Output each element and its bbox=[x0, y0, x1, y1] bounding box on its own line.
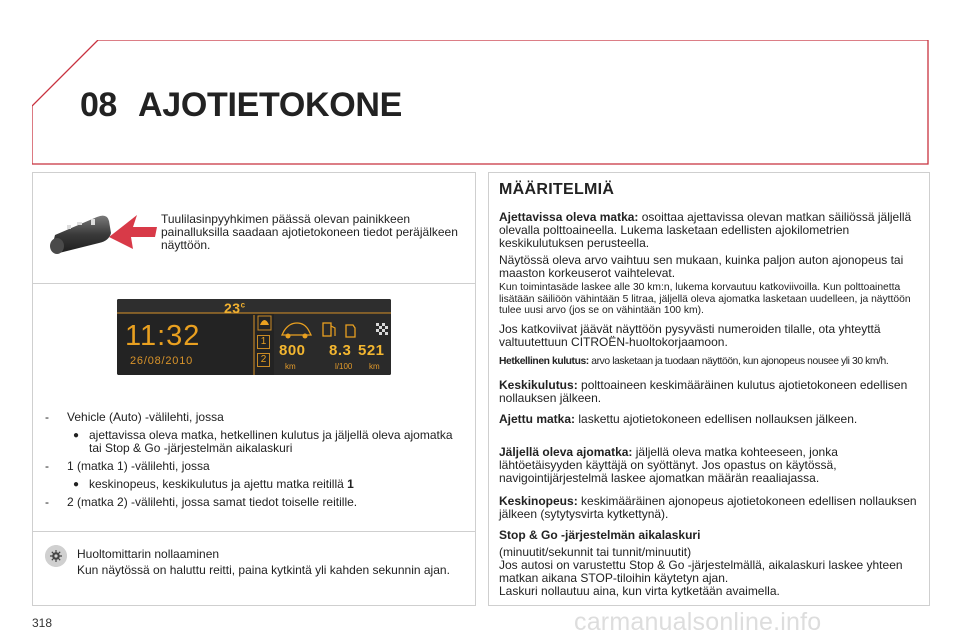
definition-average-consumption: Keskikulutus: polttoaineen keskimääräinen kulutus ajotietokoneen edellisen nollauksen jälkeen. bbox=[499, 378, 908, 405]
definition-range: Ajettavissa oleva matka: osoittaa ajettavissa olevan matkan säiliössä jäljellä olevalla polttoaineella. Lukema lasketaan edellisten ajokilometrien keskikulutuksen perusteella. bbox=[499, 210, 912, 250]
reset-text: Kun näytössä on haluttu reitti, paina kytkintä yli kahden sekunnin ajan. bbox=[77, 563, 450, 577]
display-value-consumption: 8.3 bbox=[329, 342, 352, 359]
list-item: - 2 (matka 2) -välilehti, jossa samat tiedot toiselle reitille. bbox=[45, 495, 358, 509]
definition-stop-go-text: (minuutit/sekunnit tai tunnit/minuutit) Jos autosi on varustettu Stop & Go -järjestelmällä, aikalaskuri laskee yhteen matkan aikana STOP-tiloihin käytetyn ajan. Laskuri nollautuu aina, kun virta kytketään avaimella. bbox=[499, 545, 903, 598]
display-tab-1: 1 bbox=[257, 335, 270, 349]
definitions-title: MÄÄRITELMIÄ bbox=[499, 181, 615, 198]
definition-distance-remaining: Jäljellä oleva ajomatka: jäljellä oleva matka kohteeseen, jonka lähtöetäisyyden käyttäjä on syöttänyt. Jos opastus on käytössä, navigointijärjestelmä laskee ajomatkan määrän reaaliajassa. bbox=[499, 445, 838, 485]
stalk-instruction-text: Tuulilasinpyyhkimen päässä olevan painikkeen painalluksilla saadaan ajotietokoneen tiedot peräjälkeen näyttöön. bbox=[161, 212, 458, 252]
list-item: - 1 (matka 1) -välilehti, jossa bbox=[45, 459, 210, 473]
list-item: - Vehicle (Auto) -välilehti, jossa bbox=[45, 410, 224, 424]
chapter-number: 08 bbox=[80, 86, 117, 124]
tab-description-list bbox=[45, 411, 465, 514]
trip-computer-display bbox=[117, 299, 391, 375]
left-divider-bottom bbox=[33, 531, 475, 532]
right-panel bbox=[488, 172, 930, 606]
page-number: 318 bbox=[32, 616, 53, 630]
definition-instant-consumption: Hetkellinen kulutus: arvo lasketaan ja tuodaan näyttöön, kun ajonopeus nousee yli 30 km/h. bbox=[499, 356, 889, 367]
definition-range-service: Jos katkoviivat jäävät näyttöön pysyvästi numeroiden tilalle, ota yhteyttä valtuutettuun CITROËN-huoltokorjaamoon. bbox=[499, 322, 881, 349]
left-panel bbox=[32, 172, 476, 606]
watermark: carmanualsonline.info bbox=[574, 608, 822, 636]
definition-distance-travelled: Ajettu matka: laskettu ajotietokoneen edellisen nollauksen jälkeen. bbox=[499, 412, 858, 426]
reset-title: Huoltomittarin nollaaminen bbox=[77, 547, 220, 561]
display-unit-range: km bbox=[285, 362, 296, 371]
display-temperature: 23$^c$ bbox=[224, 300, 246, 316]
definition-average-speed: Keskinopeus: keskimääräinen ajonopeus ajotietokoneen edellisen nollauksen jälkeen (sytytysvirta kytkettynä). bbox=[499, 494, 917, 521]
display-time: 11:32 bbox=[125, 320, 201, 352]
display-value-range: 800 bbox=[279, 342, 306, 359]
definition-range-note: Näytössä oleva arvo vaihtuu sen mukaan, kuinka paljon auton ajonopeus tai maaston korkeuserot vaihtelevat. bbox=[499, 253, 904, 280]
wiper-stalk-icon bbox=[47, 197, 159, 259]
left-divider bbox=[33, 283, 475, 284]
chapter-title: AJOTIETOKONE bbox=[138, 86, 403, 124]
definition-range-dashes: Kun toimintasäde laskee alle 30 km:n, lukema korvautuu katkoviivoilla. Kun polttoainetta lisätään säiliöön vähintään 5 litraa, jäljellä oleva ajomatka lasketaan uudelleen, ja näyttöön tulee uusi arvo (jos se on vähintään 100 km). bbox=[499, 282, 911, 316]
display-unit-consumption: l/100 bbox=[335, 362, 353, 371]
gear-icon bbox=[45, 545, 67, 567]
display-tab-2: 2 bbox=[257, 353, 270, 367]
list-item: ● ajettavissa oleva matka, hetkellinen kulutus ja jäljellä oleva ajomatka tai Stop & Go -järjestelmän aikalaskuri bbox=[73, 428, 453, 455]
list-item: ● keskinopeus, keskikulutus ja ajettu matka reitillä 1 bbox=[73, 477, 354, 491]
display-date: 26/08/2010 bbox=[130, 355, 194, 367]
display-value-remaining: 521 bbox=[358, 342, 385, 359]
display-unit-remaining: km bbox=[369, 362, 380, 371]
definition-stop-go-title: Stop & Go -järjestelmän aikalaskuri bbox=[499, 528, 701, 542]
